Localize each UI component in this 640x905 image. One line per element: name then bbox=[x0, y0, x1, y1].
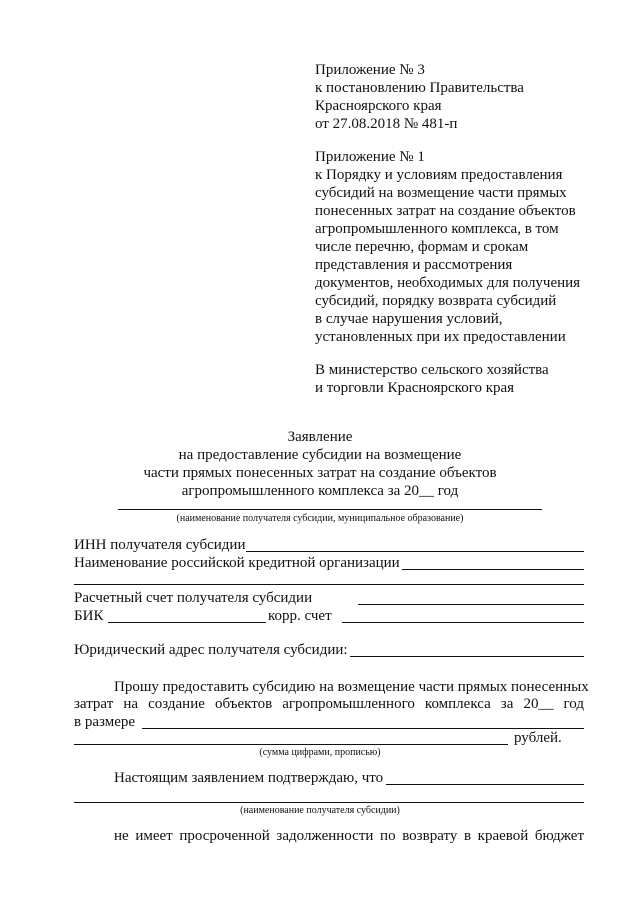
title-line-3: части прямых понесенных затрат на создание объектов bbox=[143, 465, 497, 481]
order-line-9: субсидий, порядку возврата субсидий bbox=[315, 293, 557, 309]
bik-blank[interactable] bbox=[108, 622, 266, 623]
address-label: Юридический адрес получателя субсидии: bbox=[74, 642, 348, 658]
amount-caption: (сумма цифрами, прописью) bbox=[259, 747, 381, 758]
bank-label: Наименование российской кредитной организации bbox=[74, 555, 400, 571]
title-line-4: агропромышленного комплекса за 20__ год bbox=[181, 483, 459, 499]
confirm-blank[interactable] bbox=[386, 784, 584, 785]
recipient-name-caption: (наименование получателя субсидии, муниципальное образование) bbox=[176, 513, 464, 524]
recipient-short-caption: (наименование получателя субсидии) bbox=[240, 805, 400, 816]
amount-label: в размере bbox=[74, 714, 136, 730]
order-line-6: числе перечню, формам и срокам bbox=[315, 239, 529, 255]
account-label: Расчетный счет получателя субсидии bbox=[74, 590, 313, 606]
request-text-line-2: затрат на создание объектов агропромышленного комплекса за 20__ год bbox=[74, 696, 584, 712]
order-line-3: субсидий на возмещение части прямых bbox=[315, 185, 567, 201]
bank-blank[interactable] bbox=[402, 569, 584, 570]
bik-label: БИК bbox=[74, 608, 104, 624]
amount-blank-continued[interactable] bbox=[74, 744, 508, 745]
order-line-8: документов, необходимых для получения bbox=[315, 275, 581, 291]
order-line-4: понесенных затрат на создание объектов bbox=[315, 203, 576, 219]
confirm-label: Настоящим заявлением подтверждаю, что bbox=[114, 770, 384, 786]
order-line-7: представления и рассмотрения bbox=[315, 257, 513, 273]
title-line-1: Заявление bbox=[287, 429, 353, 445]
request-text-line-1: Прошу предоставить субсидию на возмещение части прямых понесенных bbox=[114, 679, 589, 695]
order-line-11: установленных при их предоставлении bbox=[315, 329, 566, 345]
annex-line-3: Красноярского края bbox=[315, 98, 442, 114]
amount-blank[interactable] bbox=[142, 728, 584, 729]
recipient-name-blank[interactable] bbox=[118, 509, 542, 510]
corr-account-blank[interactable] bbox=[342, 622, 584, 623]
title-line-2: на предоставление субсидии на возмещение bbox=[178, 447, 462, 463]
recipient-line-2: и торговли Красноярского края bbox=[315, 380, 515, 396]
inn-blank[interactable] bbox=[246, 551, 584, 552]
rubles-label: рублей. bbox=[514, 730, 562, 746]
inn-label: ИНН получателя субсидии bbox=[74, 537, 246, 553]
order-line-2: к Порядку и условиям предоставления bbox=[315, 167, 563, 183]
annex-line-2: к постановлению Правительства bbox=[315, 80, 524, 96]
debt-statement-line: не имеет просроченной задолженности по возврату в краевой бюджет bbox=[114, 828, 584, 844]
recipient-line-1: В министерство сельского хозяйства bbox=[315, 362, 549, 378]
corr-account-label: корр. счет bbox=[268, 608, 332, 624]
recipient-short-blank[interactable] bbox=[74, 802, 584, 803]
annex-line-1: Приложение № 3 bbox=[315, 62, 425, 78]
account-blank[interactable] bbox=[358, 604, 584, 605]
order-line-5: агропромышленного комплекса, в том bbox=[315, 221, 559, 237]
order-line-10: в случае нарушения условий, bbox=[315, 311, 503, 327]
annex-line-4: от 27.08.2018 № 481-п bbox=[315, 116, 458, 132]
bank-blank-continued[interactable] bbox=[74, 584, 584, 585]
address-blank[interactable] bbox=[350, 656, 584, 657]
order-line-1: Приложение № 1 bbox=[315, 149, 425, 165]
